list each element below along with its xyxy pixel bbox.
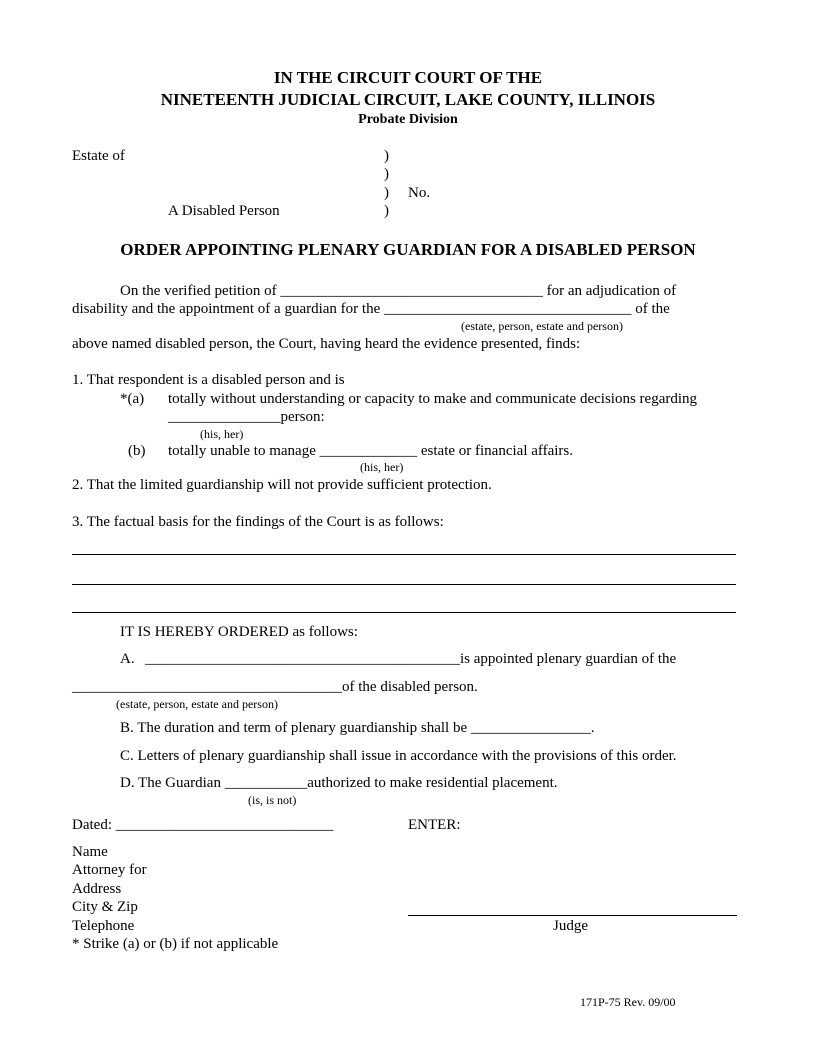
- name-label: Name: [72, 844, 108, 860]
- order-d: D. The Guardian ___________authorized to make residential placement.: [120, 775, 558, 791]
- judge-label: Judge: [553, 918, 588, 934]
- finding-a-label: *(a): [120, 391, 145, 407]
- order-title: ORDER APPOINTING PLENARY GUARDIAN FOR A DISABLED PERSON: [120, 240, 696, 259]
- attorney-label: Attorney for: [72, 862, 147, 878]
- intro-line1: [120, 283, 676, 300]
- enter-label: ENTER:: [408, 817, 461, 833]
- factual-basis-line[interactable]: [72, 612, 736, 613]
- factual-basis-line[interactable]: [72, 584, 736, 585]
- order-a-text: is appointed plenary guardian of the: [460, 651, 677, 667]
- scope-hint: (estate, person, estate and person): [461, 319, 623, 333]
- guardian-name-blank[interactable]: __________________________________________: [145, 651, 460, 667]
- factual-basis-line[interactable]: [72, 554, 736, 555]
- is-is-not-hint: (is, is not): [248, 793, 297, 807]
- estate-of-label: Estate of: [72, 148, 125, 164]
- disabled-person-label: A Disabled Person: [168, 203, 280, 219]
- intro-line2: [72, 301, 670, 318]
- finding-a-blank[interactable]: _______________person:: [168, 409, 325, 425]
- order-b: B. The duration and term of plenary guardianship shall be ________________.: [120, 720, 595, 736]
- judge-signature-line[interactable]: [408, 915, 737, 916]
- court-name-line2: NINETEENTH JUDICIAL CIRCUIT, LAKE COUNTY, ILLINOIS: [160, 90, 656, 109]
- intro-text: disability and the appointment of a guardian for the: [72, 301, 384, 317]
- order-a-text2: of the disabled person.: [342, 679, 478, 695]
- petitioner-blank[interactable]: ___________________________________: [280, 283, 543, 299]
- his-her-hint: (his, her): [200, 427, 244, 441]
- order-a-label: A.: [120, 651, 135, 667]
- order-c: C. Letters of plenary guardianship shall issue in accordance with the provisions of this order.: [120, 748, 677, 764]
- intro-text: of the: [631, 301, 670, 317]
- order-a-line2: [72, 679, 478, 696]
- caption-paren: ): [384, 185, 389, 201]
- finding-1: 1. That respondent is a disabled person and is: [72, 372, 345, 388]
- address-label: Address: [72, 881, 122, 897]
- caption-paren: ): [384, 203, 389, 219]
- strike-note: * Strike (a) or (b) if not applicable: [72, 936, 279, 952]
- his-her-hint: (his, her): [360, 460, 404, 474]
- orders-intro: IT IS HEREBY ORDERED as follows:: [120, 624, 358, 640]
- caption-paren: ): [384, 166, 389, 182]
- form-number: 171P-75 Rev. 09/00: [580, 995, 676, 1009]
- guardian-scope-blank[interactable]: ____________________________________: [72, 679, 342, 695]
- scope-hint: (estate, person, estate and person): [116, 697, 278, 711]
- finding-b-label: (b): [128, 443, 146, 459]
- finding-a-text: totally without understanding or capacity to make and communicate decisions regarding: [168, 391, 698, 407]
- intro-line3: above named disabled person, the Court, having heard the evidence presented, finds:: [72, 336, 581, 352]
- finding-3: 3. The factual basis for the findings of the Court is as follows:: [72, 514, 444, 530]
- finding-b-text: totally unable to manage _____________ estate or financial affairs.: [168, 443, 574, 459]
- case-number-label: No.: [408, 185, 431, 201]
- finding-2: 2. That the limited guardianship will not provide sufficient protection.: [72, 477, 492, 493]
- telephone-label: Telephone: [72, 918, 135, 934]
- court-name-line1: IN THE CIRCUIT COURT OF THE: [273, 68, 543, 87]
- guardianship-scope-blank[interactable]: _________________________________: [384, 301, 632, 317]
- dated-line[interactable]: Dated: _____________________________: [72, 817, 334, 833]
- division-label: Probate Division: [358, 112, 458, 127]
- intro-text: On the verified petition of: [120, 283, 281, 299]
- order-a-line: [145, 651, 676, 668]
- city-zip-label: City & Zip: [72, 899, 138, 915]
- caption-paren: ): [384, 148, 389, 164]
- intro-text: for an adjudication of: [542, 283, 677, 299]
